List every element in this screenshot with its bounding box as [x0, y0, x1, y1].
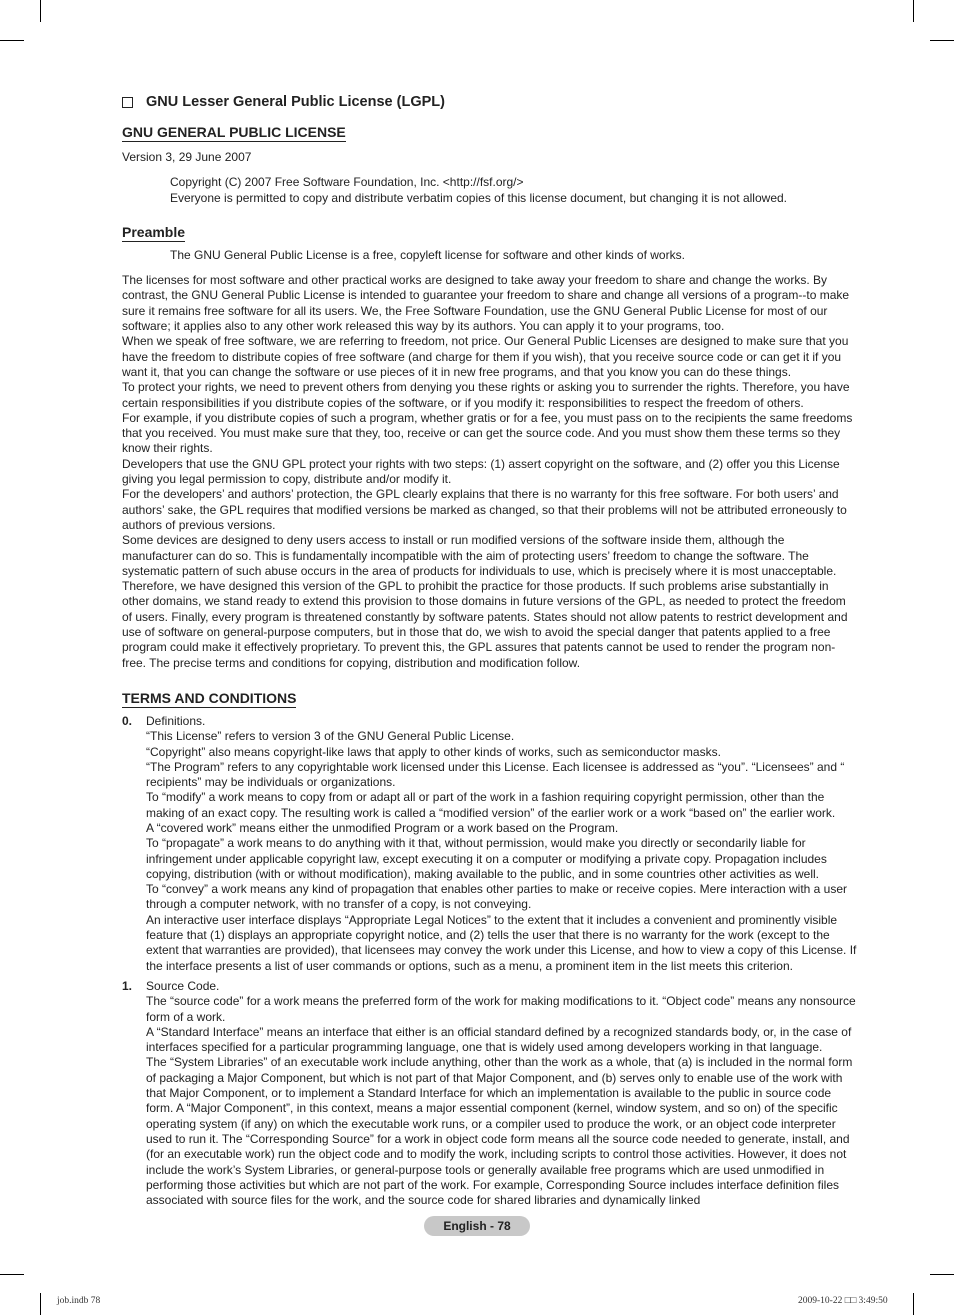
copyright-line: Copyright (C) 2007 Free Software Foundation, Inc. <http://fsf.org/> — [170, 175, 524, 190]
crop-mark — [40, 0, 41, 22]
term-line: “This License” refers to version 3 of the GNU General Public License. — [146, 729, 515, 744]
term-item — [122, 979, 857, 1208]
permission-line: Everyone is permitted to copy and distribute verbatim copies of this license document, but changing it is not allowed. — [170, 190, 787, 205]
crop-mark — [930, 1274, 954, 1275]
license-title: GNU GENERAL PUBLIC LICENSE — [122, 124, 346, 140]
term-line: “Copyright” also means copyright-like laws that apply to other kinds of works, such as semiconductor masks. — [146, 744, 721, 759]
footer-timestamp: 2009-10-22 □□ 3:49:50 — [798, 1296, 888, 1306]
preamble-paragraph: When we speak of free software, we are referring to freedom, not price. Our General Public Licenses are designed to make sure that you have the freedom to distribute copies of free software (and charge for them if you wish), that you receive source code or can get it if you want it, that you can change the software or use pieces of it in new free programs, and that you know you can do these things. — [122, 334, 849, 379]
preamble-body — [122, 273, 857, 671]
footer-file-info: job.indb 78 — [57, 1296, 101, 1306]
preamble-intro: The GNU General Public License is a free, copyleft license for software and other kinds of works. — [170, 247, 685, 262]
crop-mark — [913, 1293, 914, 1315]
preamble-paragraph: Developers that use the GNU GPL protect your rights with two steps: (1) assert copyright on the software, and (2) offer you this License giving you legal permission to copy, distribute and/or modify it. — [122, 456, 840, 487]
crop-mark — [913, 0, 914, 22]
term-title: Source Code. — [146, 978, 220, 993]
term-line: An interactive user interface displays “Appropriate Legal Notices” to the extent that it includes a convenient and prominently visible feature that (1) displays an appropriate copyright notice, and (2) tells the user that there is no warranty for the work (except to the extent that warranties are provided), that licensees may convey the work under this License, and how to view a copy of this License. If the interface presents a list of user commands or options, such as a menu, a prominent item in the list meets this criterion. — [146, 912, 857, 973]
preamble-paragraph: To protect your rights, we need to prevent others from denying you these rights or asking you to surrender the rights. Therefore, you have certain responsibilities if you distribute copies of the software, or if you modify it: responsibilities to respect the freedom of others. — [122, 380, 850, 410]
term-number: 0. — [122, 713, 133, 728]
copyright-block — [122, 175, 857, 206]
version-line: Version 3, 29 June 2007 — [122, 150, 252, 164]
term-number: 1. — [122, 978, 133, 993]
term-item — [122, 714, 857, 974]
section-heading — [122, 94, 857, 110]
checkbox-bullet-icon — [122, 97, 133, 108]
term-line: “The Program” refers to any copyrightable work licensed under this License. Each licensee is addressed as “you”. “Licensees” and “ recipients” may be individuals or organizations. — [146, 759, 845, 790]
section-heading-text: GNU Lesser General Public License (LGPL) — [146, 94, 445, 110]
preamble-paragraph: For example, if you distribute copies of such a program, whether gratis or for a fee, you must pass on to the recipients the same freedoms that you received. You must make sure that they, too, receive or can get the source code. And you must show them these terms so they know their rights. — [122, 410, 853, 456]
term-line: To “modify” a work means to copy from or adapt all or part of the work in a fashion requiring copyright permission, other than the making of an exact copy. The resulting work is called a “modified version” of the earlier work or a work “based on” the earlier work. — [146, 790, 836, 820]
terms-heading: TERMS AND CONDITIONS — [122, 689, 297, 706]
term-line: A “Standard Interface” means an interface that either is an official standard defined by a recognized standards body, or, in the case of interfaces specified for a particular programming language, one that is widely used among developers working in that language. — [146, 1024, 852, 1055]
document-content — [122, 94, 857, 1208]
term-title: Definitions. — [146, 713, 206, 728]
preamble-paragraph: Some devices are designed to deny users access to install or run modified versions of the software inside them, although the manufacturer can do so. This is fundamentally incompatible with the aim of protecting users’ freedom to change the software. The systematic pattern of such abuse occurs in the area of products for individuals to use, which is precisely where it is most unacceptable. Therefore, we have designed this version of the GPL to prohibit the practice for those products. If such problems arise substantially in other domains, we stand ready to extend this provision to those domains in future versions of the GPL, as needed to protect the freedom of users. Finally, every program is threatened constantly by software patents. States should not allow patents to restrict development and use of software on general-purpose computers, but in those that do, we wish to avoid the special danger that patents applied to a free program could make it effectively proprietary. To prevent this, the GPL assures that patents cannot be used to render the program non-free. The precise terms and conditions for copying, distribution and modification follow. — [122, 533, 848, 670]
term-line: The “System Libraries” of an executable work include anything, other than the work as a whole, that (a) is included in the normal form of packaging a Major Component, but which is not part of that Major Component, and (b) serves only to enable use of the work with that Major Component, or to implement a Standard Interface for which an implementation is available to the public in source code form. A “Major Component”, in this context, means a major essential component (kernel, window system, and so on) of the specific operating system (if any) on which the executable work runs, or a compiler used to produce the work, or an object code interpreter used to run it. The “Corresponding Source” for a work in object code form means all the source code needed to generate, install, and (for an executable work) run the object code and to modify the work, including scripts to control those activities. However, it does not include the work’s System Libraries, or general-purpose tools or generally available free programs which are used unmodified in performing those activities but which are not part of the work. For example, Corresponding Source includes interface definition files associated with source files for the work, and the source code for shared libraries and dynamically linked — [146, 1055, 853, 1208]
preamble-paragraph: For the developers’ and authors’ protection, the GPL clearly explains that there is no warranty for this free software. For both users’ and authors’ sake, the GPL requires that modified versions be marked as changed, so that their problems will not be attributed erroneously to authors of previous versions. — [122, 487, 847, 532]
preamble-paragraph: The licenses for most software and other practical works are designed to take away your freedom to share and change the works. By contrast, the GNU General Public License is intended to guarantee your freedom to share and change all versions of a program--to make sure it remains free software for all its users. We, the Free Software Foundation, use the GNU General Public License for most of our software; it applies also to any other work released this way by its authors. You can apply it to your programs, too. — [122, 273, 850, 334]
term-line: A “covered work” means either the unmodified Program or a work based on the Program. — [146, 820, 619, 835]
crop-mark — [40, 1293, 41, 1315]
crop-mark — [930, 40, 954, 41]
page-number-badge: English - 78 — [424, 1216, 530, 1236]
term-line: To “convey” a work means any kind of propagation that enables other parties to make or receive copies. Mere interaction with a user through a computer network, with no transfer of a copy, is not conveying. — [146, 882, 848, 912]
term-line: The “source code” for a work means the preferred form of the work for making modifications to it. “Object code” means any nonsource form of a work. — [146, 994, 856, 1024]
preamble-heading: Preamble — [122, 223, 186, 240]
term-line: To “propagate” a work means to do anything with it that, without permission, would make you directly or secondarily liable for infringement under applicable copyright law, except executing it on a computer or modifying a private copy. Propagation includes copying, distribution (with or without modification), making available to the public, and in some countries other activities as well. — [146, 836, 827, 881]
crop-mark — [0, 1274, 24, 1275]
crop-mark — [0, 40, 24, 41]
